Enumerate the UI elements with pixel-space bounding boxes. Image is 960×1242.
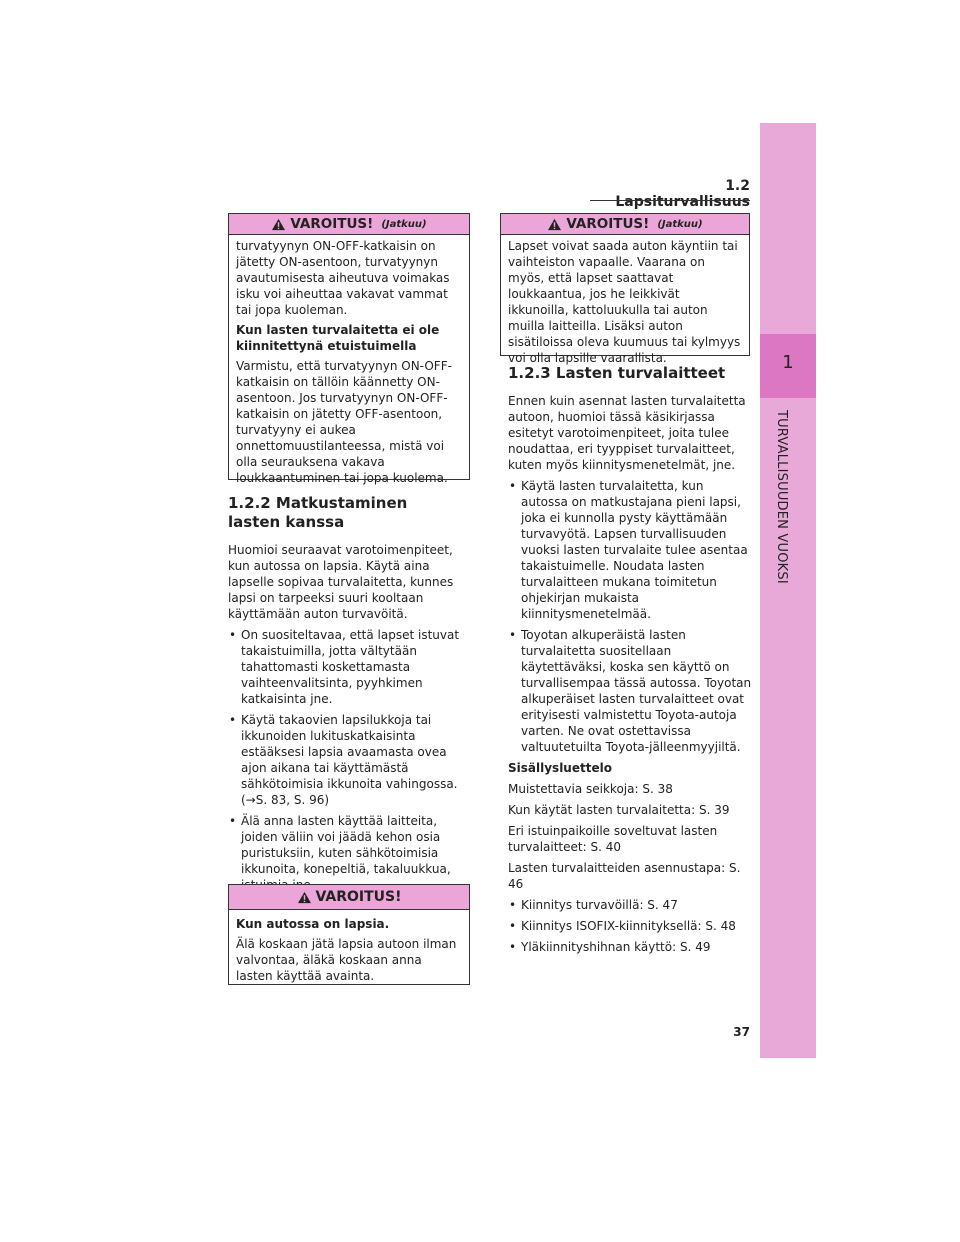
warning-paragraph: turvatyynyn ON-OFF-katkaisin on jätetty ON-asentoon, turvatyynyn avautumisesta aiheutuva voimakas isku voi aiheuttaa vakavat vammat tai jopa kuoleman. bbox=[236, 239, 450, 317]
warning-title: VAROITUS! bbox=[566, 216, 650, 232]
bullet-item: • Toyotan alkuperäistä lasten turvalaitetta suositellaan käytettäväksi, koska sen käyttö on turvallisempaa tässä autossa. Toyotan alkuperäiset lasten turvalaitteet ovat erityisesti valmistettu Toyota-autoja varten. Ne ovat ostettavissa valtuutetuilta Toyota-jälleenmyyjiltä. bbox=[508, 627, 754, 755]
toc-heading: Sisällysluettelo bbox=[508, 761, 612, 775]
warning-box bbox=[228, 884, 470, 985]
chapter-number: 1 bbox=[782, 352, 794, 373]
section-heading: 1.2.3 Lasten turvalaitteet bbox=[508, 364, 726, 382]
warning-title: VAROITUS! bbox=[290, 216, 374, 232]
bullet-item: • Käytä takaovien lapsilukkoja tai ikkunoiden lukituskatkaisinta estääksesi lapsia avaamasta ovea ajon aikana tai käyttämästä sähkötoimisia ikkunoita vahingossa. (→S. 83, S. 96) bbox=[228, 712, 472, 808]
warning-header bbox=[501, 214, 749, 235]
toc-bullet-item: • Kiinnitys turvavöillä: S. 47 bbox=[508, 897, 754, 913]
header-rule bbox=[590, 200, 750, 201]
left-text-column bbox=[228, 494, 472, 898]
warning-triangle-icon bbox=[297, 891, 312, 904]
toc-bullet-item: • Kiinnitys ISOFIX-kiinnityksellä: S. 48 bbox=[508, 918, 754, 934]
right-text-column bbox=[508, 364, 754, 960]
bullet-item: • Älä anna lasten käyttää laitteita, joiden väliin voi jäädä kehon osia puristuksiin, kuten sähkötoimisia ikkunoita, konepeltiä, takaluukkua, bbox=[228, 813, 472, 893]
chapter-title: TURVALLISUUDEN VUOKSI bbox=[774, 410, 789, 584]
warning-body bbox=[501, 235, 749, 376]
warning-continued: (Jatkuu) bbox=[381, 218, 427, 230]
warning-header bbox=[229, 214, 469, 235]
section-heading: 1.2.2 Matkustaminen lasten kanssa bbox=[228, 494, 408, 531]
warning-paragraph: Älä koskaan jätä lapsia autoon ilman valvontaa, äläkä koskaan anna lasten käyttää avainta. bbox=[236, 937, 457, 983]
page-number: 37 bbox=[733, 1025, 750, 1039]
warning-box-continued bbox=[228, 213, 470, 485]
warning-body bbox=[229, 910, 469, 994]
toc-item: Eri istuinpaikoille soveltuvat lasten turvalaitteet: S. 40 bbox=[508, 824, 718, 854]
warning-continued: (Jatkuu) bbox=[657, 218, 703, 230]
toc-bullet-item: • Yläkiinnityshihnan käyttö: S. 49 bbox=[508, 939, 754, 955]
bullet-item: • On suositeltavaa, että lapset istuvat takaistuimilla, jotta vältytään tahattomasti koskettamasta vaihteenvalitsinta, pyyhkimen katkaisinta jne. bbox=[228, 627, 472, 707]
bullet-item: • Käytä lasten turvalaitetta, kun autossa on matkustajana pieni lapsi, joka ei kunnolla pysty käyttämään turvavyötä. Lapsen turvallisuuden vuoksi lasten turvalaite tulee asentaa takaistuimelle. Noudata lasten turvalaitteen mukana toimitetun ohjekirjan mukaista kiinnitysmenetelmää. bbox=[508, 478, 754, 622]
warning-subheading: Kun autossa on lapsia. bbox=[236, 917, 390, 931]
intro-paragraph: Ennen kuin asennat lasten turvalaitetta autoon, huomioi tässä käsikirjassa esitetyt varotoimenpiteet, joita tulee noudattaa, eri tyyppiset turvalaitteet, kuten myös kiinnitysmenetelmät, jne. bbox=[508, 394, 746, 472]
warning-paragraph: Varmistu, että turvatyynyn ON-OFF-katkaisin on tällöin käännetty ON-asentoon. Jos turvatyynyn ON-OFF-katkaisin on jätetty OFF-asentoon, turvatyyny ei aukea onnettomuustilanteessa, mistä voi olla seurauksena vakava loukkaantuminen tai jopa kuolema. bbox=[236, 359, 452, 485]
warning-triangle-icon bbox=[547, 218, 562, 231]
intro-paragraph: Huomioi seuraavat varotoimenpiteet, kun autossa on lapsia. Käytä aina lapselle sopivaa turvalaitetta, kunnes lapsi on tarpeeksi suuri kooltaan käyttämään auton turvavöitä. bbox=[228, 543, 454, 621]
chapter-tab-strip bbox=[760, 123, 816, 1058]
toc-item: Kun käytät lasten turvalaitetta: S. 39 bbox=[508, 803, 730, 817]
warning-triangle-icon bbox=[271, 218, 286, 231]
warning-body bbox=[229, 235, 469, 496]
warning-header bbox=[229, 885, 469, 910]
section-header: 1.2 Lapsiturvallisuus bbox=[615, 178, 750, 210]
toc-item: Lasten turvalaitteiden asennustapa: S. 46 bbox=[508, 861, 741, 891]
warning-title: VAROITUS! bbox=[315, 889, 402, 905]
toc-item: Muistettavia seikkoja: S. 38 bbox=[508, 782, 673, 796]
warning-box-continued bbox=[500, 213, 750, 365]
warning-subheading: Kun lasten turvalaitetta ei ole kiinnitettynä etuistuimella bbox=[236, 323, 440, 353]
warning-paragraph: Lapset voivat saada auton käyntiin tai vaihteiston vapaalle. Vaarana on myös, että lapset saattavat loukkaantua, jos he leikkivät ikkunoilla, kattoluukulla tai auton muilla laitteilla. Lisäksi auton sisätiloissa oleva kuumuus tai kylmyys voi olla lapsille vaarallista. bbox=[508, 239, 741, 365]
